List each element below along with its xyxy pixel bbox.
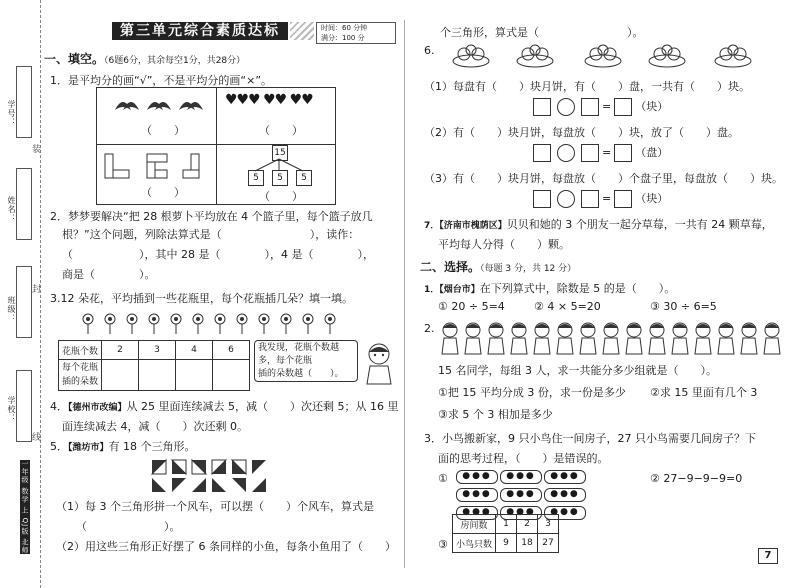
q4-text: 从 25 里面连续减去 5，减（ ）次还剩 5；从 16 里: [126, 400, 399, 413]
triangles-image: [150, 458, 270, 494]
bird-count: 18: [517, 534, 538, 553]
q2-line3: （ ），其中 28 是（ ），4 是（ ），: [62, 248, 374, 261]
dot-group: ●●●: [456, 470, 498, 484]
c2-text: 15 名同学，每组 3 人，求一共能分多少组就是（ ）。: [438, 364, 717, 377]
flower-icon: [190, 313, 206, 335]
flower-icon: [168, 313, 184, 335]
c1-option-3[interactable]: ③ 30 ÷ 6=5: [650, 300, 717, 313]
q4-line2: 面连续减去 4，减（ ）次还剩 0。: [62, 420, 248, 433]
child-icon: [647, 322, 667, 356]
c1-option-2[interactable]: ② 4 × 5=20: [534, 300, 601, 313]
flower-icon: [300, 313, 316, 335]
eq-box[interactable]: [581, 144, 599, 162]
mooncake-plate-icon: [452, 44, 490, 68]
q5-text: 有 18 个三角形。: [108, 440, 196, 453]
q7-tag: 7．【济南市槐荫区】: [424, 221, 507, 231]
flower-icon: [278, 313, 294, 335]
page-divider: [404, 20, 405, 568]
dot-group: ●●●: [544, 488, 586, 502]
speech-line: 插的朵数越（ ）。: [258, 369, 344, 379]
c3-option-2[interactable]: ② 27−9−9−9=0: [650, 472, 743, 485]
answer-cell[interactable]: [139, 360, 176, 391]
q5-line: 5．【潍坊市】有 18 个三角形。: [50, 440, 196, 453]
label-student-id: 学号：: [7, 100, 16, 127]
tree-number: 5: [248, 170, 264, 186]
child-icon: [463, 322, 483, 356]
q1-answer-b[interactable]: （ ）: [259, 124, 303, 137]
c2-option-1[interactable]: ①把 15 平均分成 3 份，求一份是多少: [438, 386, 626, 399]
q6-eq1: = （块）: [530, 98, 668, 116]
cut-mark: 封: [32, 285, 42, 295]
blocks-image: [103, 150, 213, 182]
q4-tag: 【德州市改编】: [68, 403, 127, 413]
dot-group: ●●●: [500, 470, 542, 484]
child-icon: [440, 322, 460, 356]
c1-tag: 1．【烟台市】: [424, 285, 480, 295]
flower-icon: [234, 313, 250, 335]
child-icon: [578, 322, 598, 356]
room-bird-table: [452, 514, 559, 553]
tree-number: 5: [296, 170, 312, 186]
eq-box[interactable]: [533, 98, 551, 116]
answer-cell[interactable]: [102, 360, 139, 391]
c3-line1: 3．小鸟搬新家，9 只小鸟住一间房子，27 只小鸟需要几间房子？下: [424, 432, 756, 445]
child-icon: [716, 322, 736, 356]
q6-sub3: （3）有（ ）块月饼，每盘放（ ）个盘子里，每盘放（ ）块。: [424, 172, 783, 185]
dot-group: ●●●: [456, 506, 498, 520]
c1-text: 在下列算式中，除数是 5 的是（ ）。: [479, 282, 676, 295]
time-score-box: [316, 22, 396, 44]
bird-count: 9: [496, 534, 517, 553]
q1-grid: [96, 87, 336, 205]
flower-icon: [322, 313, 338, 335]
vase-count: 3: [139, 341, 176, 360]
label-school: 学校：: [7, 396, 16, 423]
section-one-title: 一、填空。: [44, 52, 105, 66]
header-line: 每个花瓶: [62, 363, 99, 373]
q2-line1: 2．梦梦要解决“把 28 根萝卜平均放在 4 个篮子里，每个篮子放几: [50, 210, 373, 223]
child-icon: [601, 322, 621, 356]
child-icon: [739, 322, 759, 356]
q1-answer-a[interactable]: （ ）: [141, 124, 185, 137]
room-count-header: 房间数: [453, 515, 496, 534]
unit-label: （块）: [635, 100, 669, 113]
q5-tag: 【潍坊市】: [68, 443, 109, 453]
flower-icon: [146, 313, 162, 335]
q2-line4: 商是（ ）。: [62, 268, 156, 281]
hearts-image: ♥♥♥ ♥♥ ♥♥: [225, 92, 313, 108]
child-icon: [670, 322, 690, 356]
child-icon: [509, 322, 529, 356]
q5-sub1: （1）每 3 个三角形拼一个风车，可以摆（ ）个风车，算式是: [56, 500, 374, 513]
dot-group: ●●●: [456, 488, 498, 502]
vase-count: 6: [213, 341, 250, 360]
binding-margin: [0, 0, 41, 588]
time-label: 时间：60 分钟: [321, 24, 368, 32]
child-icon: [762, 322, 782, 356]
mooncake-plate-icon: [584, 44, 622, 68]
student-id-box[interactable]: [16, 66, 32, 138]
dot-group: ●●●: [544, 506, 586, 520]
eq-circle[interactable]: [557, 144, 575, 162]
unit-label: （盘）: [635, 146, 669, 159]
section-one-note: （6题6分，其余每空1分，共28分）: [104, 56, 246, 66]
flower-icon: [102, 313, 118, 335]
q2-line2: 根？”这个问题，列除法算式是（ ），读作：: [62, 228, 360, 241]
flower-icon: [124, 313, 140, 335]
eq-box[interactable]: [614, 144, 632, 162]
flowers-per-vase-header: [59, 360, 102, 391]
dot-group: ●●●: [500, 506, 542, 520]
q1-text: 1．是平均分的画“√”，不是平均分的画“×”。: [50, 74, 273, 87]
bird-count-header: 小鸟只数: [453, 534, 496, 553]
c3-option-3-label[interactable]: ③: [438, 538, 448, 551]
mooncake-plate-icon: [516, 44, 554, 68]
c3-line2: 面的思考过程，（ ）是错误的。: [438, 452, 609, 465]
q1-answer-c[interactable]: （ ）: [141, 186, 185, 199]
q6-eq3: = （块）: [530, 190, 668, 208]
q4-line1: 4．【德州市改编】从 25 里面连续减去 5，减（ ）次还剩 5；从 16 里: [50, 400, 399, 413]
title-decoration: [290, 22, 314, 40]
eq-box[interactable]: [533, 190, 551, 208]
speech-bubble: [254, 340, 358, 382]
class-box[interactable]: [16, 266, 32, 338]
cut-mark: 装: [32, 145, 42, 155]
school-box[interactable]: [16, 370, 32, 442]
eq-circle[interactable]: [557, 98, 575, 116]
vase-count: 4: [176, 341, 213, 360]
eq-box[interactable]: [614, 190, 632, 208]
mooncake-plate-icon: [714, 44, 752, 68]
q5-sub2: （2）用这些三角形正好摆了 6 条同样的小鱼，每条小鱼用了（ ）: [56, 540, 396, 553]
vase-count: 2: [102, 341, 139, 360]
tree-number: 5: [272, 170, 288, 186]
label-name: 姓名：: [7, 196, 16, 223]
room-count: 1: [496, 515, 517, 534]
c1-line: [424, 280, 675, 296]
score-label: 满分：100 分: [321, 34, 365, 42]
dot-group: ●●●: [500, 488, 542, 502]
q5-sub1b: （ ）。: [76, 520, 181, 533]
section-two-heading: [420, 258, 576, 275]
q5-continuation: 个三角形，算式是（ ）。: [440, 26, 644, 39]
header-line: 插的朵数: [62, 377, 99, 387]
answer-cell[interactable]: [176, 360, 213, 391]
eq-box[interactable]: [533, 144, 551, 162]
flower-icon: [256, 313, 272, 335]
room-count: 2: [517, 515, 538, 534]
page-number: 7: [758, 548, 778, 564]
cut-mark: 线: [32, 433, 42, 443]
child-icon: [555, 322, 575, 356]
mooncake-plate-icon: [648, 44, 686, 68]
eq-circle[interactable]: [557, 190, 575, 208]
label-class: 班级：: [7, 296, 16, 323]
flower-icon: [212, 313, 228, 335]
flower-icon: [80, 313, 96, 335]
c3-option-1-label[interactable]: ①: [438, 472, 448, 485]
speech-line: 我发现，花瓶个数越: [258, 343, 340, 353]
c2-option-3[interactable]: ③求 5 个 3 相加是多少: [438, 408, 553, 421]
child-icon: [624, 322, 644, 356]
q6-number: 6.: [424, 44, 435, 57]
vase-count-header: 花瓶个数: [59, 341, 102, 360]
child-icon: [532, 322, 552, 356]
bird-count: 27: [538, 534, 559, 553]
q3-text: 3.12 朵花，平均插到一些花瓶里，每个花瓶插几朵？填一填。: [50, 292, 353, 305]
eq-box[interactable]: [614, 98, 632, 116]
q6-sub2: （2）有（ ）块月饼，每盘放（ ）块，放了（ ）盘。: [424, 126, 739, 139]
page-title: 第三单元综合素质达标: [112, 22, 288, 40]
q7-text: 贝贝和她的 3 个朋友一起分草莓，一共有 24 颗草莓，: [506, 218, 773, 231]
speech-line: 多，每个花瓶: [258, 356, 313, 366]
section-two-title: 二、选择。: [420, 260, 481, 274]
q6-eq2: = （盘）: [530, 144, 668, 162]
spine-text: 一年级 数学 上 QJ版 北师: [21, 460, 29, 555]
child-icon: [693, 322, 713, 356]
answer-cell[interactable]: [213, 360, 250, 391]
c1-option-1[interactable]: ① 20 ÷ 5=4: [438, 300, 505, 313]
dot-group: ●●●: [544, 470, 586, 484]
q7-line2: 平均每人分得（ ）颗。: [438, 238, 570, 251]
unit-label: （块）: [635, 192, 669, 205]
c2-option-2[interactable]: ②求 15 里面有几个 3: [650, 386, 758, 399]
vase-table: [58, 340, 250, 391]
section-two-note: （每题 3 分，共 12 分）: [480, 264, 577, 274]
q7-line1: [424, 216, 773, 232]
bananas-image: [113, 94, 203, 116]
eq-box[interactable]: [581, 98, 599, 116]
c2-number: 2.: [424, 322, 435, 335]
room-count: 3: [538, 515, 559, 534]
q1-answer-d[interactable]: （ ）: [259, 190, 303, 203]
eq-box[interactable]: [581, 190, 599, 208]
girl-illustration: [364, 342, 394, 386]
tree-top-number: 15: [272, 145, 288, 161]
name-box[interactable]: [16, 168, 32, 240]
child-icon: [486, 322, 506, 356]
section-one-heading: [44, 50, 245, 67]
q6-sub1: （1）每盘有（ ）块月饼，有（ ）盘，一共有（ ）块。: [424, 80, 750, 93]
